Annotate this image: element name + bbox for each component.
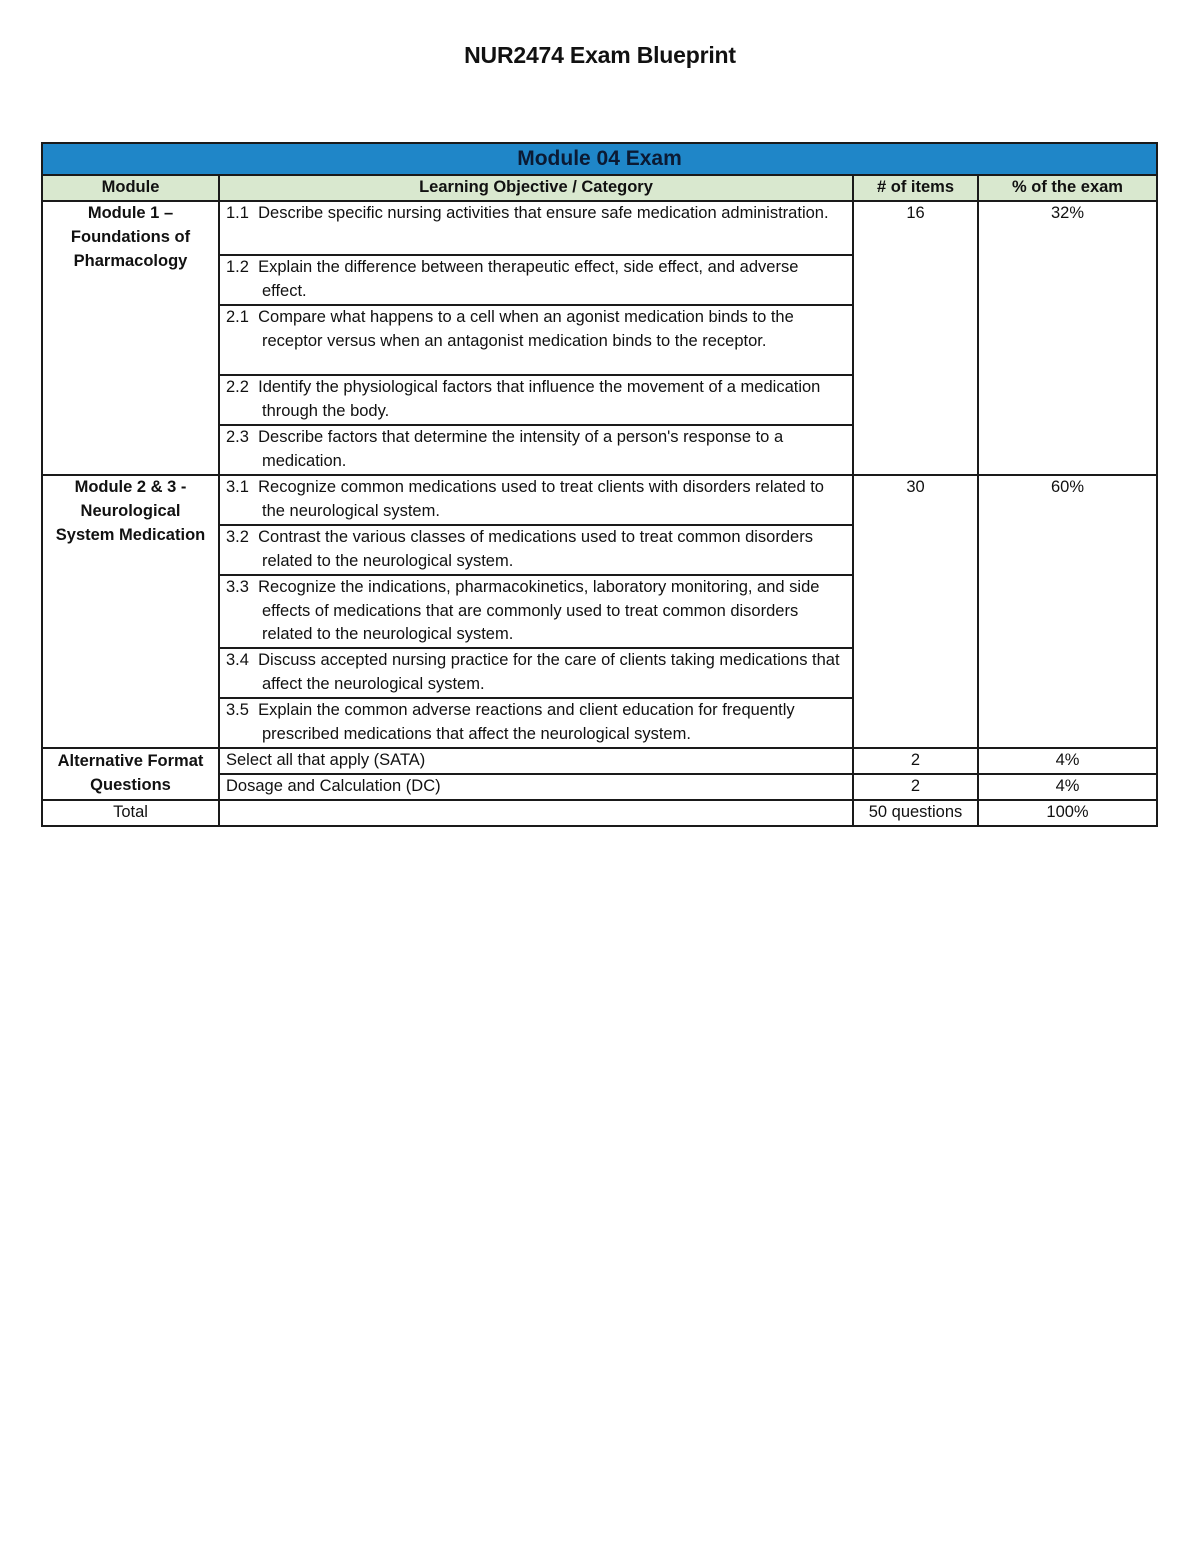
exam-banner: Module 04 Exam <box>42 143 1157 175</box>
objective-text: Recognize common medications used to treat clients with disorders related to the neurological system. <box>258 477 824 520</box>
document-title: NUR2474 Exam Blueprint <box>464 42 736 68</box>
exam-blueprint-table <box>41 142 1158 827</box>
objective-number: 3.5 <box>226 701 249 720</box>
objective-text: Explain the common adverse reactions and client education for frequently prescribed medications that affect the neurological system. <box>258 701 795 744</box>
header-module: Module <box>42 175 219 201</box>
module-1-name: Module 1 – Foundations of Pharmacology <box>42 201 219 475</box>
objective-number: 2.1 <box>226 308 249 327</box>
objective-number: 3.4 <box>226 651 249 670</box>
objective-text: Describe factors that determine the intensity of a person's response to a medication. <box>258 428 784 470</box>
objective-3-1 <box>219 475 853 525</box>
column-header-row <box>42 175 1157 201</box>
objective-number: 2.3 <box>226 428 249 447</box>
alternative-category: Dosage and Calculation (DC) <box>219 774 853 800</box>
module-1-items: 16 <box>853 201 978 475</box>
objective-3-2 <box>219 525 853 575</box>
objective-3-5 <box>219 698 853 748</box>
table-row <box>42 201 1157 255</box>
objective-3-3 <box>219 575 853 649</box>
alternative-category: Select all that apply (SATA) <box>219 748 853 774</box>
objective-number: 3.3 <box>226 577 249 596</box>
objective-number: 3.1 <box>226 477 249 496</box>
objective-1-1 <box>219 201 853 255</box>
objective-2-2 <box>219 375 853 425</box>
alternative-percent: 4% <box>978 748 1157 774</box>
objective-2-3 <box>219 425 853 475</box>
alternative-items: 2 <box>853 748 978 774</box>
objective-number: 3.2 <box>226 527 249 546</box>
alternative-format-name: Alternative Format Questions <box>42 748 219 800</box>
alternative-items: 2 <box>853 774 978 800</box>
objective-text: Recognize the indications, pharmacokinetics, laboratory monitoring, and side effects of medications that are commonly used to treat common disorders related to the neurological system. <box>258 577 820 644</box>
table-row <box>42 475 1157 525</box>
module-2-percent: 60% <box>978 475 1157 748</box>
objective-number: 1.2 <box>226 258 249 277</box>
objective-1-2 <box>219 255 853 305</box>
total-label: Total <box>42 800 219 826</box>
alternative-percent: 4% <box>978 774 1157 800</box>
objective-text: Compare what happens to a cell when an agonist medication binds to the receptor versus when an antagonist medication binds to the receptor. <box>258 308 794 351</box>
objective-text: Explain the difference between therapeutic effect, side effect, and adverse effect. <box>258 258 799 301</box>
objective-2-1 <box>219 305 853 375</box>
header-percent: % of the exam <box>978 175 1157 201</box>
header-items: # of items <box>853 175 978 201</box>
total-items: 50 questions <box>853 800 978 826</box>
exam-banner-row <box>42 143 1157 175</box>
total-category <box>219 800 853 826</box>
table-row <box>42 748 1157 774</box>
module-1-percent: 32% <box>978 201 1157 475</box>
module-2-name: Module 2 & 3 - Neurological System Medication <box>42 475 219 748</box>
total-row <box>42 800 1157 826</box>
objective-number: 2.2 <box>226 378 249 397</box>
objective-text: Discuss accepted nursing practice for the care of clients taking medications that affect the neurological system. <box>258 651 840 694</box>
objective-3-4 <box>219 648 853 698</box>
objective-text: Describe specific nursing activities that ensure safe medication administration. <box>258 204 829 223</box>
header-objective: Learning Objective / Category <box>219 175 853 201</box>
total-percent: 100% <box>978 800 1157 826</box>
module-2-items: 30 <box>853 475 978 748</box>
objective-text: Contrast the various classes of medications used to treat common disorders related to the neurological system. <box>258 527 813 570</box>
objective-text: Identify the physiological factors that influence the movement of a medication through the body. <box>258 378 821 421</box>
objective-number: 1.1 <box>226 204 249 223</box>
